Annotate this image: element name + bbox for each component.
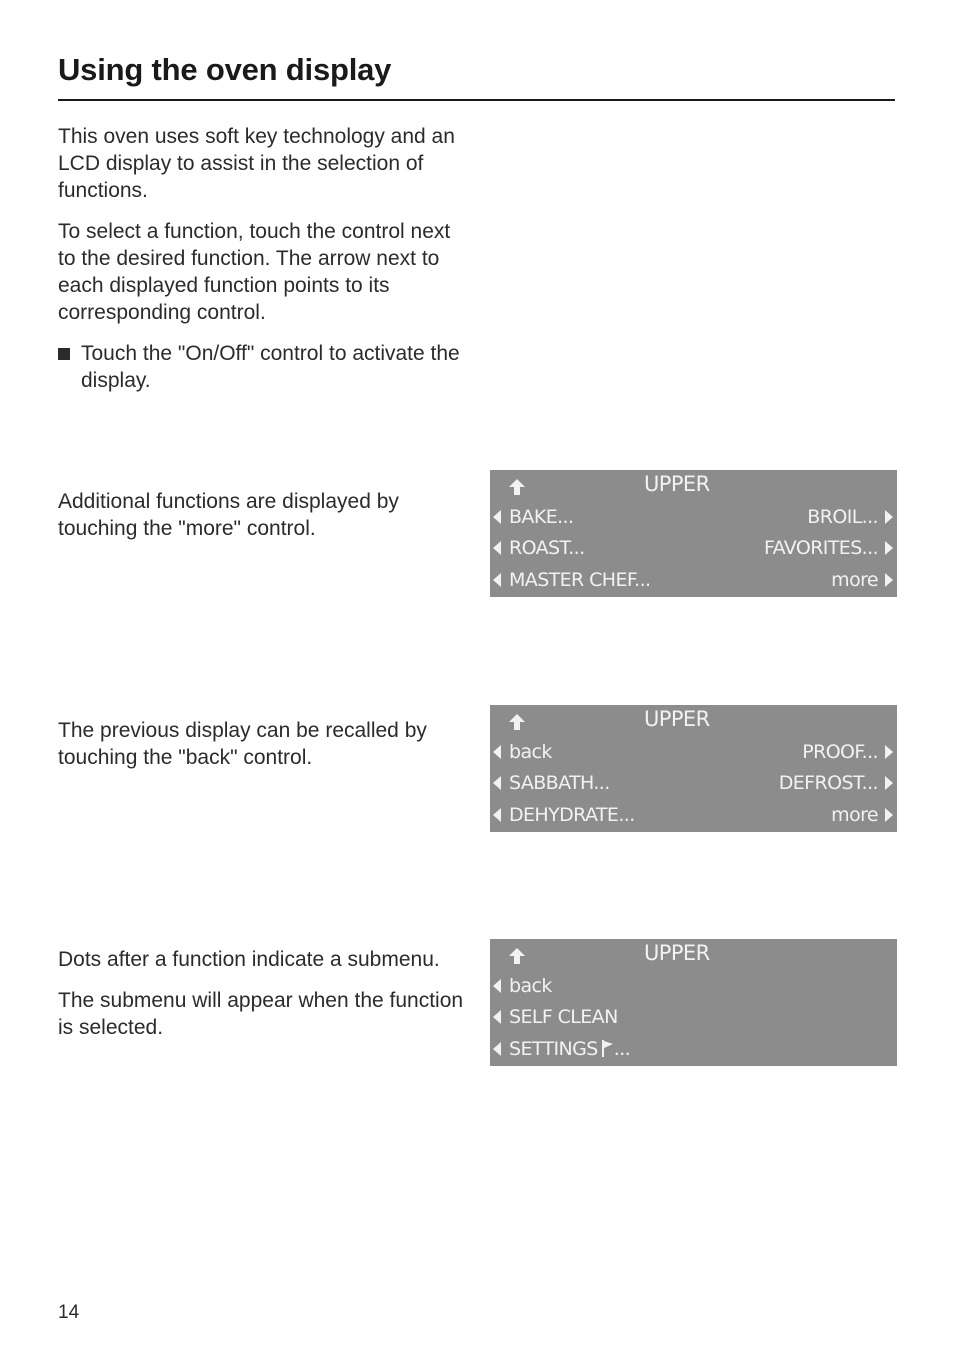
back-paragraph: The previous display can be recalled by touching the "back" control. [58, 719, 427, 769]
arrow-left-icon [493, 1042, 501, 1056]
arrow-right-icon [885, 573, 893, 587]
arrow-right-icon [885, 745, 893, 759]
lcd-option-more[interactable] [831, 569, 893, 591]
lcd-title: UPPER [644, 707, 710, 731]
instruction-bullet [58, 340, 473, 394]
lcd-option-roast[interactable] [493, 537, 585, 559]
page-number: 14 [58, 1302, 80, 1323]
lcd-option-broil[interactable] [807, 506, 893, 528]
arrow-right-icon [885, 541, 893, 555]
lcd-display-main-menu [490, 470, 897, 597]
lcd-option-label: BROIL... [807, 506, 878, 528]
lcd-option-favorites[interactable] [764, 537, 893, 559]
lcd-row [490, 738, 897, 769]
lcd-display-more-menu [490, 705, 897, 832]
lcd-option-more[interactable] [831, 804, 893, 826]
lcd-option-label: back [509, 741, 552, 763]
flag-icon [602, 1040, 614, 1057]
lcd-option-label: FAVORITES... [764, 537, 878, 559]
arrow-left-icon [493, 573, 501, 587]
lcd-option-label: SETTINGS [509, 1038, 598, 1060]
up-arrow-icon[interactable] [508, 713, 526, 731]
intro-paragraph-2: To select a function, touch the control next to the desired function. The arrow next to each displayed function points to its corresponding control. [58, 220, 451, 324]
arrow-left-icon [493, 541, 501, 555]
lcd-option-label: SELF CLEAN [509, 1006, 618, 1028]
lcd-header-row [490, 939, 897, 970]
lcd-row [490, 972, 897, 1003]
arrow-left-icon [493, 776, 501, 790]
lcd-title: UPPER [644, 941, 710, 965]
lcd-title: UPPER [644, 472, 710, 496]
lcd-option-defrost[interactable] [779, 772, 893, 794]
lcd-option-sabbath[interactable] [493, 772, 610, 794]
lcd-option-proof[interactable] [802, 741, 893, 763]
lcd-option-label: PROOF... [802, 741, 878, 763]
lcd-option-back[interactable] [493, 975, 552, 997]
lcd-option-label: BAKE... [509, 506, 574, 528]
arrow-left-icon [493, 510, 501, 524]
lcd-row [490, 1003, 897, 1034]
lcd-row [490, 1035, 897, 1066]
lcd-display-submenu [490, 939, 897, 1066]
lcd-row [490, 801, 897, 832]
page-title: Using the oven display [58, 52, 392, 87]
lcd-header-row [490, 705, 897, 736]
lcd-option-master-chef[interactable] [493, 569, 650, 591]
back-section-text [58, 717, 473, 785]
lcd-option-label: DEHYDRATE... [509, 804, 635, 826]
dots-paragraph-2: The submenu will appear when the function is selected. [58, 989, 464, 1039]
lcd-header-row [490, 470, 897, 501]
lcd-row [490, 534, 897, 565]
submenu-dots: ... [613, 1038, 631, 1060]
arrow-left-icon [493, 1010, 501, 1024]
lcd-option-label: MASTER CHEF... [509, 569, 651, 591]
arrow-right-icon [885, 510, 893, 524]
arrow-right-icon [885, 808, 893, 822]
lcd-option-label: ROAST... [509, 537, 585, 559]
lcd-option-label: back [509, 975, 552, 997]
more-paragraph: Additional functions are displayed by touching the "more" control. [58, 490, 399, 540]
instruction-bullet-text: Touch the "On/Off" control to activate the display. [81, 342, 460, 392]
lcd-option-dehydrate[interactable] [493, 804, 635, 826]
more-section-text [58, 488, 473, 556]
intro-paragraph-1: This oven uses soft key technology and an LCD display to assist in the selection of functions. [58, 125, 455, 202]
lcd-row [490, 769, 897, 800]
dots-paragraph-1: Dots after a function indicate a submenu. [58, 948, 440, 971]
lcd-row [490, 503, 897, 534]
bullet-square-icon [58, 348, 70, 360]
up-arrow-icon[interactable] [508, 478, 526, 496]
up-arrow-icon[interactable] [508, 947, 526, 965]
arrow-left-icon [493, 979, 501, 993]
arrow-left-icon [493, 745, 501, 759]
lcd-option-label: DEFROST... [778, 772, 878, 794]
lcd-option-label: SABBATH... [509, 772, 610, 794]
arrow-right-icon [885, 776, 893, 790]
lcd-option-bake[interactable] [493, 506, 573, 528]
intro-section [58, 123, 473, 394]
arrow-left-icon [493, 808, 501, 822]
lcd-option-back[interactable] [493, 741, 552, 763]
lcd-option-label: more [831, 804, 878, 826]
lcd-option-self-clean[interactable] [493, 1006, 618, 1028]
lcd-row [490, 566, 897, 597]
lcd-option-label: more [831, 569, 878, 591]
lcd-option-settings[interactable] [493, 1038, 630, 1060]
title-rule [58, 99, 895, 101]
dots-section-text [58, 946, 473, 1055]
